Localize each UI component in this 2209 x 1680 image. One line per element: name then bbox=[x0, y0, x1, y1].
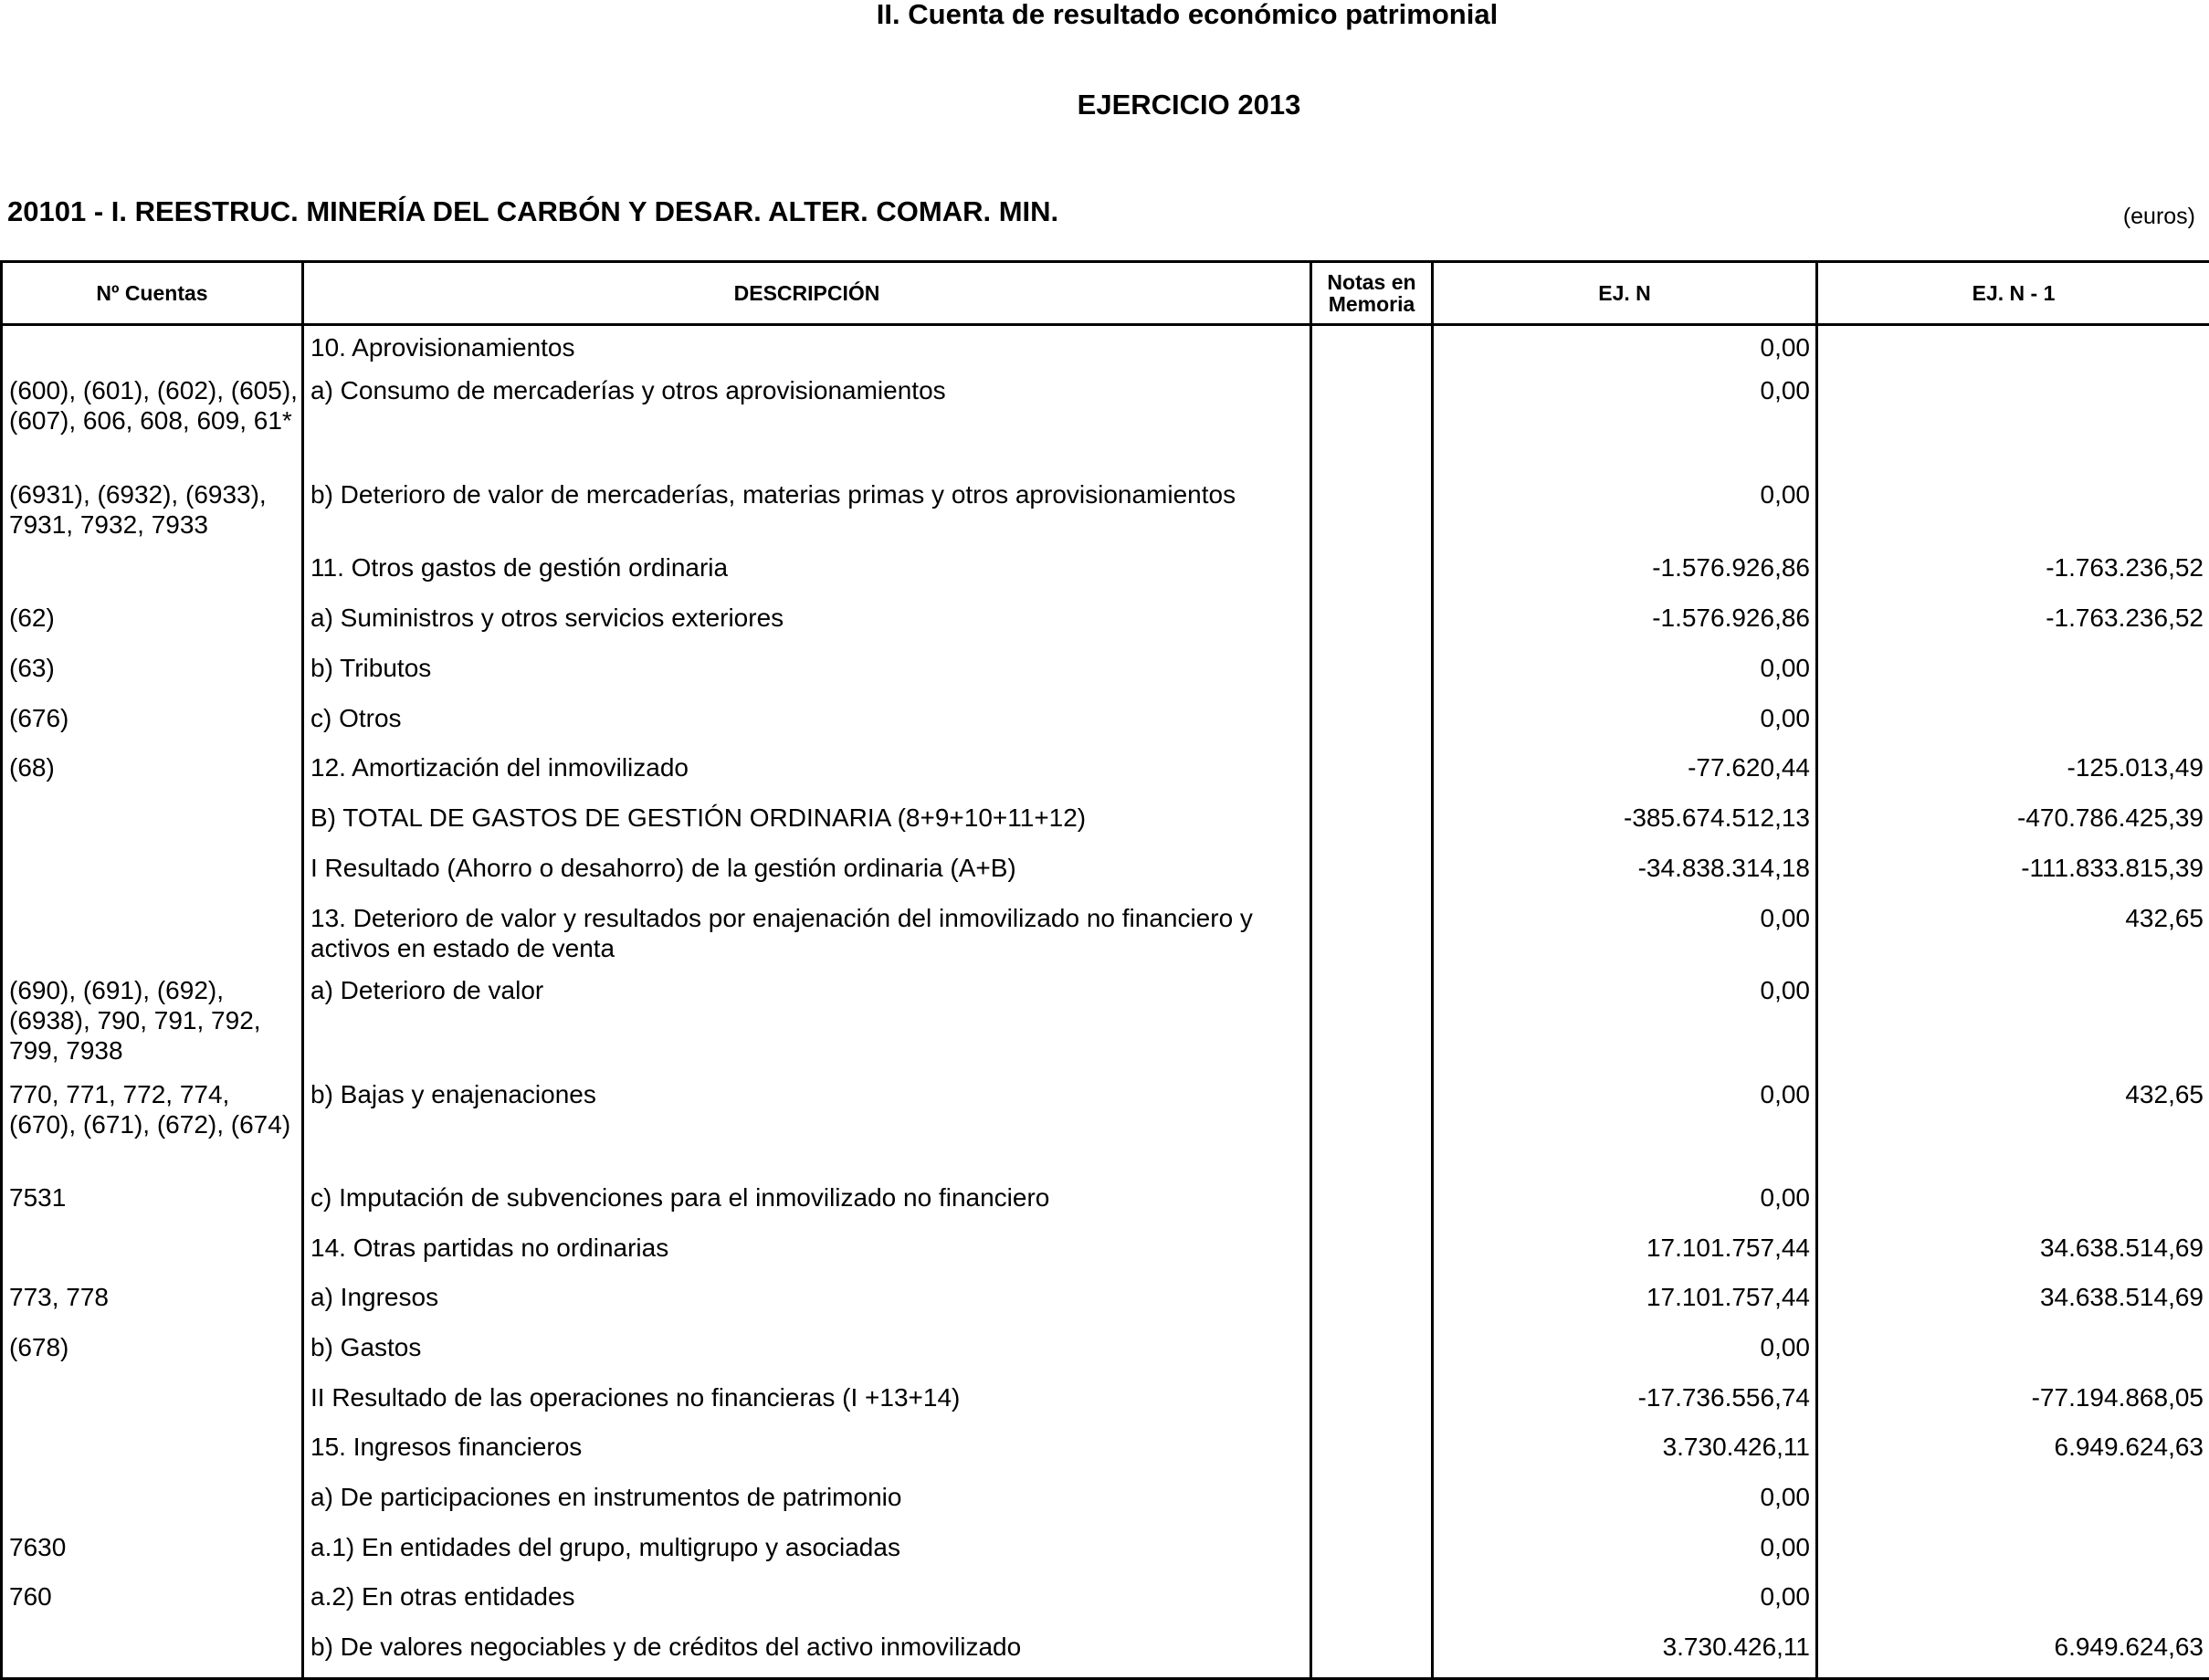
value-ej-n1 bbox=[1817, 975, 2209, 1079]
value-ej-n: 0,00 bbox=[1433, 375, 1817, 479]
line-description: a.1) En entidades del grupo, multigrupo y asociadas bbox=[303, 1532, 1311, 1581]
table-row bbox=[2, 1182, 2209, 1233]
memoria-note bbox=[1311, 1079, 1433, 1182]
value-ej-n: 3.730.426,11 bbox=[1433, 1632, 1817, 1679]
line-description: a) Ingresos bbox=[303, 1282, 1311, 1332]
line-description: B) TOTAL DE GASTOS DE GESTIÓN ORDINARIA (8+9+10+11+12) bbox=[303, 803, 1311, 853]
value-ej-n1: -470.786.425,39 bbox=[1817, 803, 2209, 853]
memoria-note bbox=[1311, 1382, 1433, 1432]
value-ej-n1 bbox=[1817, 1581, 2209, 1632]
memoria-note bbox=[1311, 552, 1433, 603]
line-description: a) Consumo de mercaderías y otros aprovisionamientos bbox=[303, 375, 1311, 479]
value-ej-n1: 34.638.514,69 bbox=[1817, 1282, 2209, 1332]
value-ej-n1: 432,65 bbox=[1817, 1079, 2209, 1182]
value-ej-n: 0,00 bbox=[1433, 1482, 1817, 1532]
value-ej-n: 0,00 bbox=[1433, 703, 1817, 752]
value-ej-n: -34.838.314,18 bbox=[1433, 853, 1817, 903]
table-row bbox=[2, 479, 2209, 552]
memoria-note bbox=[1311, 703, 1433, 752]
value-ej-n: 0,00 bbox=[1433, 1079, 1817, 1182]
line-description: a.2) En otras entidades bbox=[303, 1581, 1311, 1632]
value-ej-n1 bbox=[1817, 653, 2209, 703]
table-row bbox=[2, 803, 2209, 853]
table-row bbox=[2, 1079, 2209, 1182]
value-ej-n: 0,00 bbox=[1433, 653, 1817, 703]
table-row bbox=[2, 1432, 2209, 1482]
value-ej-n1: -77.194.868,05 bbox=[1817, 1382, 2209, 1432]
value-ej-n1 bbox=[1817, 375, 2209, 479]
memoria-note bbox=[1311, 853, 1433, 903]
line-description: b) Deterioro de valor de mercaderías, materias primas y otros aprovisionamientos bbox=[303, 479, 1311, 552]
value-ej-n: 0,00 bbox=[1433, 903, 1817, 975]
line-description: 11. Otros gastos de gestión ordinaria bbox=[303, 552, 1311, 603]
memoria-note bbox=[1311, 752, 1433, 803]
line-description: c) Imputación de subvenciones para el inmovilizado no financiero bbox=[303, 1182, 1311, 1233]
memoria-note bbox=[1311, 603, 1433, 653]
value-ej-n1: -111.833.815,39 bbox=[1817, 853, 2209, 903]
memoria-note bbox=[1311, 1182, 1433, 1233]
account-codes bbox=[2, 1432, 303, 1482]
account-codes bbox=[2, 325, 303, 376]
account-codes: (600), (601), (602), (605), (607), 606, 608, 609, 61* bbox=[2, 375, 303, 479]
table-row bbox=[2, 1532, 2209, 1581]
table-row bbox=[2, 1282, 2209, 1332]
value-ej-n: -17.736.556,74 bbox=[1433, 1382, 1817, 1432]
value-ej-n: -1.576.926,86 bbox=[1433, 552, 1817, 603]
account-codes: (678) bbox=[2, 1332, 303, 1382]
value-ej-n: 17.101.757,44 bbox=[1433, 1233, 1817, 1282]
memoria-note bbox=[1311, 653, 1433, 703]
value-ej-n: 0,00 bbox=[1433, 1532, 1817, 1581]
value-ej-n1: 34.638.514,69 bbox=[1817, 1233, 2209, 1282]
table-row bbox=[2, 1482, 2209, 1532]
table-row bbox=[2, 1332, 2209, 1382]
memoria-note bbox=[1311, 1233, 1433, 1282]
value-ej-n: -385.674.512,13 bbox=[1433, 803, 1817, 853]
memoria-note bbox=[1311, 1532, 1433, 1581]
table-row bbox=[2, 552, 2209, 603]
value-ej-n1 bbox=[1817, 1182, 2209, 1233]
value-ej-n: 0,00 bbox=[1433, 1332, 1817, 1382]
account-codes bbox=[2, 1632, 303, 1679]
memoria-note bbox=[1311, 375, 1433, 479]
account-codes: 770, 771, 772, 774, (670), (671), (672), (674) bbox=[2, 1079, 303, 1182]
value-ej-n1: 432,65 bbox=[1817, 903, 2209, 975]
income-statement-table bbox=[0, 260, 2209, 1680]
account-codes: (6931), (6932), (6933), 7931, 7932, 7933 bbox=[2, 479, 303, 552]
value-ej-n: 3.730.426,11 bbox=[1433, 1432, 1817, 1482]
table-row bbox=[2, 603, 2209, 653]
line-description: a) De participaciones en instrumentos de patrimonio bbox=[303, 1482, 1311, 1532]
value-ej-n: 0,00 bbox=[1433, 479, 1817, 552]
account-codes: 773, 778 bbox=[2, 1282, 303, 1332]
value-ej-n1 bbox=[1817, 703, 2209, 752]
value-ej-n1 bbox=[1817, 479, 2209, 552]
value-ej-n: 0,00 bbox=[1433, 1182, 1817, 1233]
value-ej-n1: -1.763.236,52 bbox=[1817, 603, 2209, 653]
account-codes: 7531 bbox=[2, 1182, 303, 1233]
value-ej-n1 bbox=[1817, 325, 2209, 376]
line-description: b) De valores negociables y de créditos del activo inmovilizado bbox=[303, 1632, 1311, 1679]
table-row bbox=[2, 752, 2209, 803]
account-codes: (63) bbox=[2, 653, 303, 703]
account-codes: 7630 bbox=[2, 1532, 303, 1581]
account-codes: (690), (691), (692), (6938), 790, 791, 792, 799, 7938 bbox=[2, 975, 303, 1079]
line-description: II Resultado de las operaciones no financieras (I +13+14) bbox=[303, 1382, 1311, 1432]
report-title: II. Cuenta de resultado económico patrimonial bbox=[876, 0, 1499, 30]
account-codes bbox=[2, 552, 303, 603]
value-ej-n1 bbox=[1817, 1482, 2209, 1532]
memoria-note bbox=[1311, 325, 1433, 376]
memoria-note bbox=[1311, 803, 1433, 853]
memoria-note bbox=[1311, 1432, 1433, 1482]
account-codes: 760 bbox=[2, 1581, 303, 1632]
account-codes: (676) bbox=[2, 703, 303, 752]
value-ej-n1 bbox=[1817, 1532, 2209, 1581]
currency-units: (euros) bbox=[2122, 204, 2195, 229]
table-row bbox=[2, 1233, 2209, 1282]
memoria-note bbox=[1311, 1332, 1433, 1382]
line-description: I Resultado (Ahorro o desahorro) de la gestión ordinaria (A+B) bbox=[303, 853, 1311, 903]
value-ej-n: 0,00 bbox=[1433, 975, 1817, 1079]
table-row bbox=[2, 1581, 2209, 1632]
col-header-ej-n: EJ. N bbox=[1433, 262, 1817, 325]
table-row bbox=[2, 703, 2209, 752]
account-codes bbox=[2, 1482, 303, 1532]
table-row bbox=[2, 325, 2209, 376]
memoria-note bbox=[1311, 1581, 1433, 1632]
value-ej-n1: 6.949.624,63 bbox=[1817, 1432, 2209, 1482]
line-description: b) Tributos bbox=[303, 653, 1311, 703]
memoria-note bbox=[1311, 1282, 1433, 1332]
table-row bbox=[2, 975, 2209, 1079]
line-description: b) Gastos bbox=[303, 1332, 1311, 1382]
value-ej-n: 17.101.757,44 bbox=[1433, 1282, 1817, 1332]
memoria-note bbox=[1311, 1632, 1433, 1679]
account-codes bbox=[2, 1382, 303, 1432]
value-ej-n1: 6.949.624,63 bbox=[1817, 1632, 2209, 1679]
memoria-note bbox=[1311, 1482, 1433, 1532]
account-codes: (68) bbox=[2, 752, 303, 803]
line-description: b) Bajas y enajenaciones bbox=[303, 1079, 1311, 1182]
table-row bbox=[2, 1632, 2209, 1679]
account-codes bbox=[2, 853, 303, 903]
col-header-notes: Notas en Memoria bbox=[1311, 262, 1433, 325]
value-ej-n1: -125.013,49 bbox=[1817, 752, 2209, 803]
memoria-note bbox=[1311, 903, 1433, 975]
value-ej-n: -1.576.926,86 bbox=[1433, 603, 1817, 653]
value-ej-n: 0,00 bbox=[1433, 1581, 1817, 1632]
account-codes bbox=[2, 803, 303, 853]
table-row bbox=[2, 1382, 2209, 1432]
account-codes bbox=[2, 1233, 303, 1282]
table-header-row bbox=[2, 262, 2209, 325]
fiscal-year-heading: EJERCICIO 2013 bbox=[1077, 89, 1301, 121]
value-ej-n: -77.620,44 bbox=[1433, 752, 1817, 803]
col-header-accounts: Nº Cuentas bbox=[2, 262, 303, 325]
line-description: 13. Deterioro de valor y resultados por enajenación del inmovilizado no financiero y activos en estado de venta bbox=[303, 903, 1311, 975]
line-description: a) Deterioro de valor bbox=[303, 975, 1311, 1079]
line-description: 10. Aprovisionamientos bbox=[303, 325, 1311, 376]
line-description: a) Suministros y otros servicios exteriores bbox=[303, 603, 1311, 653]
entity-heading: 20101 - I. REESTRUC. MINERÍA DEL CARBÓN Y DESAR. ALTER. COMAR. MIN. bbox=[7, 195, 1059, 227]
account-codes: (62) bbox=[2, 603, 303, 653]
line-description: 12. Amortización del inmovilizado bbox=[303, 752, 1311, 803]
table-row bbox=[2, 903, 2209, 975]
table-row bbox=[2, 375, 2209, 479]
line-description: 15. Ingresos financieros bbox=[303, 1432, 1311, 1482]
table-row bbox=[2, 653, 2209, 703]
table-row bbox=[2, 853, 2209, 903]
memoria-note bbox=[1311, 479, 1433, 552]
memoria-note bbox=[1311, 975, 1433, 1079]
value-ej-n1 bbox=[1817, 1332, 2209, 1382]
line-description: c) Otros bbox=[303, 703, 1311, 752]
col-header-description: DESCRIPCIÓN bbox=[303, 262, 1311, 325]
account-codes bbox=[2, 903, 303, 975]
col-header-ej-n1: EJ. N - 1 bbox=[1817, 262, 2209, 325]
line-description: 14. Otras partidas no ordinarias bbox=[303, 1233, 1311, 1282]
value-ej-n1: -1.763.236,52 bbox=[1817, 552, 2209, 603]
value-ej-n: 0,00 bbox=[1433, 325, 1817, 376]
